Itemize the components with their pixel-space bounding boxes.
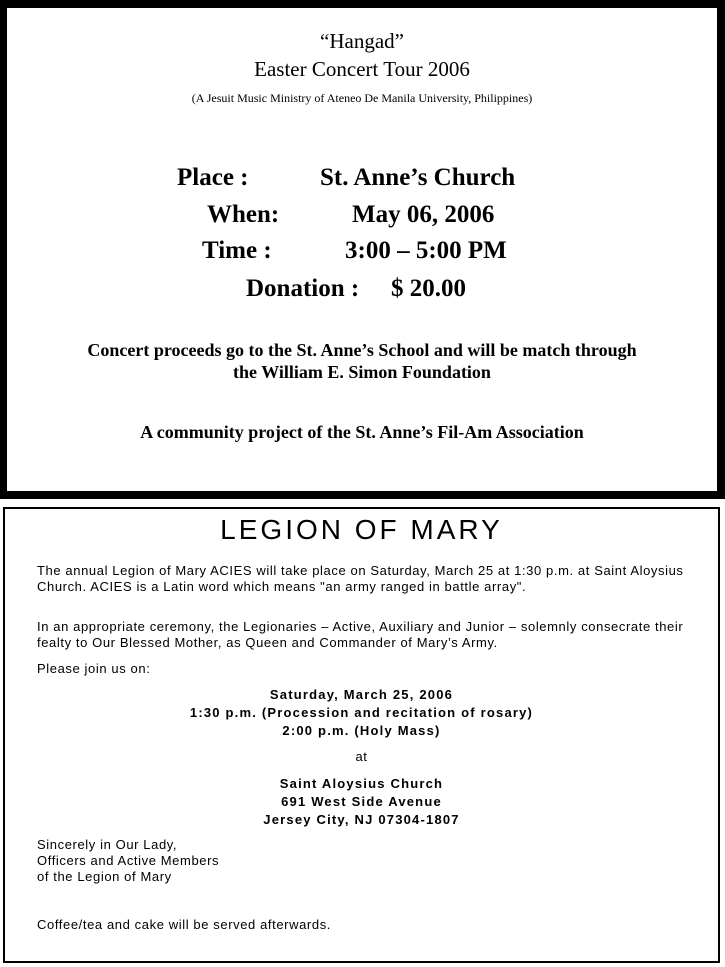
legion-ceremony-paragraph: In an appropriate ceremony, the Legionaries – Active, Auxiliary and Junior – solemnly consecrate their fealty to Our Blessed Mother, as Queen and Commander of Mary’s Army. — [37, 619, 684, 650]
legion-invitation: Please join us on: — [37, 661, 151, 676]
legion-intro-paragraph: The annual Legion of Mary ACIES will take place on Saturday, March 25 at 1:30 p.m. at Saint Aloysius Church. ACIES is a Latin word which means "an army ranged in battle array". — [37, 563, 684, 594]
place-label: Place : — [177, 164, 249, 191]
schedule-mass: 2:00 p.m. (Holy Mass) — [282, 723, 441, 738]
closing-line-1: Sincerely in Our Lady, — [37, 837, 178, 852]
refreshments-note: Coffee/tea and cake will be served afterwards. — [37, 917, 332, 932]
time-value: 3:00 – 5:00 PM — [345, 237, 507, 264]
legion-notice — [3, 507, 720, 963]
schedule-procession: 1:30 p.m. (Procession and recitation of rosary) — [189, 705, 534, 720]
closing-line-3: of the Legion of Mary — [37, 869, 172, 884]
place-value: St. Anne’s Church — [320, 164, 516, 191]
venue-name: Saint Aloysius Church — [279, 776, 444, 791]
donation-label: Donation : — [246, 275, 360, 302]
proceeds-statement — [7, 339, 717, 383]
community-project: A community project of the St. Anne’s Fil-Am Association — [140, 422, 584, 442]
concert-subtitle: Easter Concert Tour 2006 — [254, 57, 470, 81]
proceeds-line-2: the William E. Simon Foundation — [233, 362, 491, 382]
concert-title: “Hangad” — [320, 29, 404, 53]
venue-at: at — [355, 749, 368, 764]
venue-street: 691 West Side Avenue — [281, 794, 442, 809]
concert-ministry: (A Jesuit Music Ministry of Ateneo De Manila University, Philippines) — [191, 91, 533, 105]
donation-value: $ 20.00 — [391, 275, 466, 302]
legion-heading: LEGION OF MARY — [220, 514, 503, 545]
venue-city: Jersey City, NJ 07304-1807 — [263, 812, 460, 827]
proceeds-line-1: Concert proceeds go to the St. Anne’s School and will be match through — [87, 340, 637, 360]
when-label: When: — [207, 201, 280, 228]
closing-line-2: Officers and Active Members — [37, 853, 220, 868]
time-label: Time : — [202, 237, 272, 264]
concert-notice-body — [7, 8, 717, 491]
schedule-date: Saturday, March 25, 2006 — [269, 687, 454, 702]
when-value: May 06, 2006 — [352, 201, 495, 228]
